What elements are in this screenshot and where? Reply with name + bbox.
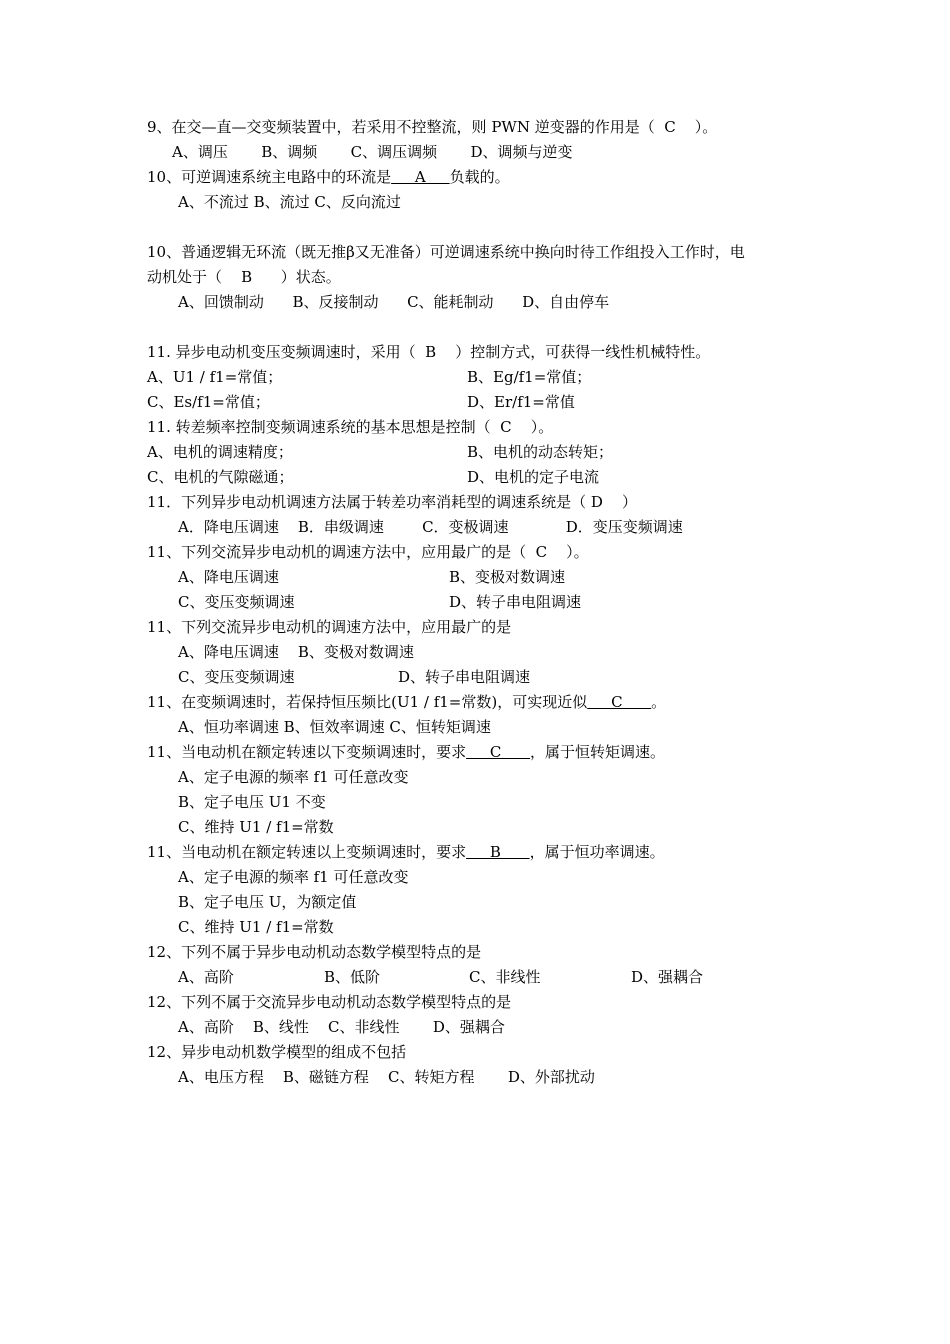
option-a: A、降电压调速 [178,568,279,586]
question-line: 12、异步电动机数学模型的组成不包括 [147,1043,407,1061]
option-b: B、定子电压 U，为额定值 [178,893,357,911]
answer-blank: B [466,843,530,861]
option-a: A、电机的调速精度； [147,443,293,461]
option-d: D、电机的定子电流 [467,468,600,486]
question-line: 11. 异步电动机变压变频调速时，采用（ B ）控制方式，可获得一线性机械特性。 [147,343,711,361]
question-line: 12、下列不属于异步电动机动态数学模型特点的是 [147,943,482,961]
question-line: 11、当电动机在额定转速以下变频调速时，要求 C ，属于恒转矩调速。 [147,743,666,761]
options-line: A、高阶 B、线性 C、非线性 D、强耦合 [178,1018,505,1036]
question-line: 动机处于（ B ）状态。 [147,268,341,286]
option-c: C、变压变频调速 [178,668,295,686]
option-c: C、维持 U1 / f1=常数 [178,918,334,936]
option-b: B、定子电压 U1 不变 [178,793,326,811]
options-line: A、电压方程 B、磁链方程 C、转矩方程 D、外部扰动 [178,1068,595,1086]
option-a: A、高阶 [178,968,234,986]
question-line: 11、下列交流异步电动机的调速方法中，应用最广的是（ C ）。 [147,543,589,561]
option-d: D、转子串电阻调速 [449,593,582,611]
question-line: 12、下列不属于交流异步电动机动态数学模型特点的是 [147,993,512,1011]
answer-blank: C [587,693,652,711]
answer-blank: A [391,168,450,186]
answer-blank: C [466,743,531,761]
options-line: A．降电压调速 B．串级调速 C．变极调速 D．变压变频调速 [178,518,683,536]
option-c: C、Es/f1=常值； [147,393,270,411]
option-b: B、Eg/f1=常值； [467,368,592,386]
option-a: A、U1 / f1=常值； [147,368,283,386]
option-d: D、转子串电阻调速 [398,668,531,686]
option-a: A、定子电源的频率 f1 可任意改变 [178,768,409,786]
options-line: A、不流过 B、流过 C、反向流过 [178,193,401,211]
option-d: D、强耦合 [631,968,704,986]
question-line: 11、下列交流异步电动机的调速方法中，应用最广的是 [147,618,512,636]
options-line: A、降电压调速 B、变极对数调速 [178,643,414,661]
question-line: 11．下列异步电动机调速方法属于转差功率消耗型的调速系统是（ D ） [147,493,637,511]
option-b: B、变极对数调速 [449,568,566,586]
question-line: 10、普通逻辑无环流（既无推β又无准备）可逆调速系统中换向时待工作组投入工作时，电 [147,243,745,261]
option-c: C、变压变频调速 [178,593,295,611]
options-line: A、回馈制动 B、反接制动 C、能耗制动 D、自由停车 [178,293,610,311]
options-line: A、恒功率调速 B、恒效率调速 C、恒转矩调速 [178,718,491,736]
option-d: D、Er/f1=常值 [467,393,575,411]
option-b: B、低阶 [324,968,381,986]
option-b: B、电机的动态转矩； [467,443,614,461]
question-line: 11、在变频调速时，若保持恒压频比(U1 / f1=常数)，可实现近似 C 。 [147,693,667,711]
option-a: A、定子电源的频率 f1 可任意改变 [178,868,409,886]
options-line: A、调压 B、调频 C、调压调频 D、调频与逆变 [172,143,573,161]
option-c: C、电机的气隙磁通； [147,468,294,486]
question-line: 11、当电动机在额定转速以上变频调速时，要求 B ，属于恒功率调速。 [147,843,665,861]
option-c: C、维持 U1 / f1=常数 [178,818,334,836]
question-line: 11. 转差频率控制变频调速系统的基本思想是控制（ C ）。 [147,418,554,436]
question-line: 9、在交—直—交变频装置中，若采用不控整流，则 PWN 逆变器的作用是（ C ）。 [147,118,718,136]
question-line: 10、可逆调速系统主电路中的环流是 A 负载的。 [147,168,510,186]
option-c: C、非线性 [469,968,541,986]
